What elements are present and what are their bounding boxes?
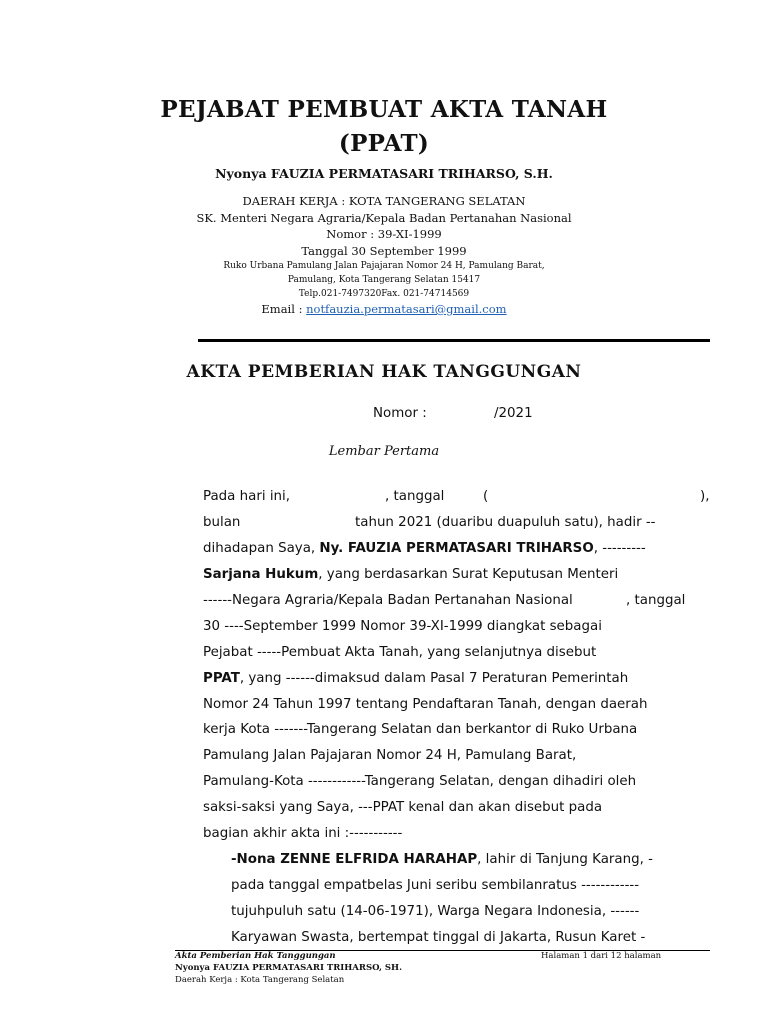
body-line-1b: , tanggal xyxy=(385,489,445,504)
body-line-10: kerja Kota -------Tangerang Selatan dan berkantor di Ruko Urbana xyxy=(203,722,638,737)
body-line-13: saksi-saksi yang Saya, ---PPAT kenal dan akan disebut pada xyxy=(203,800,603,815)
telp-fax: Telp.021-7497320Fax. 021-74714569 xyxy=(298,289,470,299)
party-line-2: pada tanggal empatbelas Juni seribu sembilanratus ------------ xyxy=(231,878,640,893)
footer-daerah: Daerah Kerja : Kota Tangerang Selatan xyxy=(175,975,345,985)
deed-title: AKTA PEMBERIAN HAK TANGGUNGAN xyxy=(186,362,582,382)
body-line-6: 30 ----September 1999 Nomor 39-XI-1999 diangkat sebagai xyxy=(203,619,602,634)
party-line-4: Karyawan Swasta, bertempat tinggal di Jakarta, Rusun Karet - xyxy=(231,930,646,945)
sarjana-hukum-bold: Sarjana Hukum xyxy=(203,567,319,582)
body-line-2a: bulan xyxy=(203,515,241,530)
body-line-4b: , yang berdasarkan Surat Keputusan Menteri xyxy=(318,567,619,582)
body-line-2b: tahun 2021 (duaribu duapuluh satu), hadir -- xyxy=(355,515,656,530)
email-label: Email : xyxy=(261,302,307,316)
party-line-1b: , lahir di Tanjung Karang, - xyxy=(477,852,653,867)
address-line1: Ruko Urbana Pamulang Jalan Pajajaran Nomor 24 H, Pamulang Barat, xyxy=(223,261,545,271)
party-line-1 xyxy=(231,852,653,867)
body-line-4 xyxy=(203,567,618,582)
body-line-5b: , tanggal xyxy=(626,593,686,608)
body-line-7: Pejabat -----Pembuat Akta Tanah, yang selanjutnya disebut xyxy=(203,645,597,660)
body-line-12: Pamulang-Kota ------------Tangerang Selatan, dengan dihadiri oleh xyxy=(203,774,637,789)
lembar-pertama: Lembar Pertama xyxy=(328,444,440,459)
body-line-9: Nomor 24 Tahun 1997 tentang Pendaftaran Tanah, dengan daerah xyxy=(203,697,648,712)
header-divider xyxy=(198,339,710,342)
daerah-kerja: DAERAH KERJA : KOTA TANGERANG SELATAN xyxy=(242,194,526,208)
ppat-name-bold: Ny. FAUZIA PERMATASARI TRIHARSO xyxy=(319,541,594,556)
body-line-8 xyxy=(203,671,628,686)
body-line-5a: ------Negara Agraria/Kepala Badan Pertanahan Nasional xyxy=(203,593,573,608)
footer-ppat-name: Nyonya FAUZIA PERMATASARI TRIHARSO, SH. xyxy=(175,963,403,973)
footer-page: Halaman 1 dari 12 halaman xyxy=(541,951,662,961)
party-name-bold: -Nona ZENNE ELFRIDA HARAHAP xyxy=(231,852,478,867)
party-line-3: tujuhpuluh satu (14-06-1971), Warga Negara Indonesia, ------ xyxy=(231,904,640,919)
body-line-3c: , --------- xyxy=(593,541,646,556)
email-line xyxy=(0,302,768,316)
footer-doc-title: Akta Pemberian Hak Tanggungan xyxy=(175,951,336,961)
body-line-3a: dihadapan Saya, xyxy=(203,541,320,556)
email-link[interactable]: notfauzia.permatasari@gmail.com xyxy=(306,302,507,316)
ppat-name: Nyonya FAUZIA PERMATASARI TRIHARSO, S.H. xyxy=(215,166,553,181)
body-line-14: bagian akhir akta ini :----------- xyxy=(203,826,403,841)
body-line-1d: ), xyxy=(700,489,710,504)
deed-nomor-value: /2021 xyxy=(494,406,533,421)
body-line-8b: , yang ------dimaksud dalam Pasal 7 Peraturan Pemerintah xyxy=(239,671,629,686)
sk-tanggal: Tanggal 30 September 1999 xyxy=(301,244,467,258)
ppat-title-line1: PEJABAT PEMBUAT AKTA TANAH xyxy=(160,96,608,123)
body-line-1c: ( xyxy=(483,489,489,504)
body-line-1a: Pada hari ini, xyxy=(203,489,290,504)
ppat-bold: PPAT xyxy=(203,671,240,686)
sk-nomor: Nomor : 39-XI-1999 xyxy=(326,227,442,241)
deed-nomor-label: Nomor : xyxy=(373,406,427,421)
sk-line: SK. Menteri Negara Agraria/Kepala Badan Pertanahan Nasional xyxy=(196,211,572,225)
body-line-11: Pamulang Jalan Pajajaran Nomor 24 H, Pamulang Barat, xyxy=(203,748,577,763)
ppat-title-line2: (PPAT) xyxy=(338,130,430,157)
address-line2: Pamulang, Kota Tangerang Selatan 15417 xyxy=(287,275,481,285)
body-line-3 xyxy=(203,541,646,556)
